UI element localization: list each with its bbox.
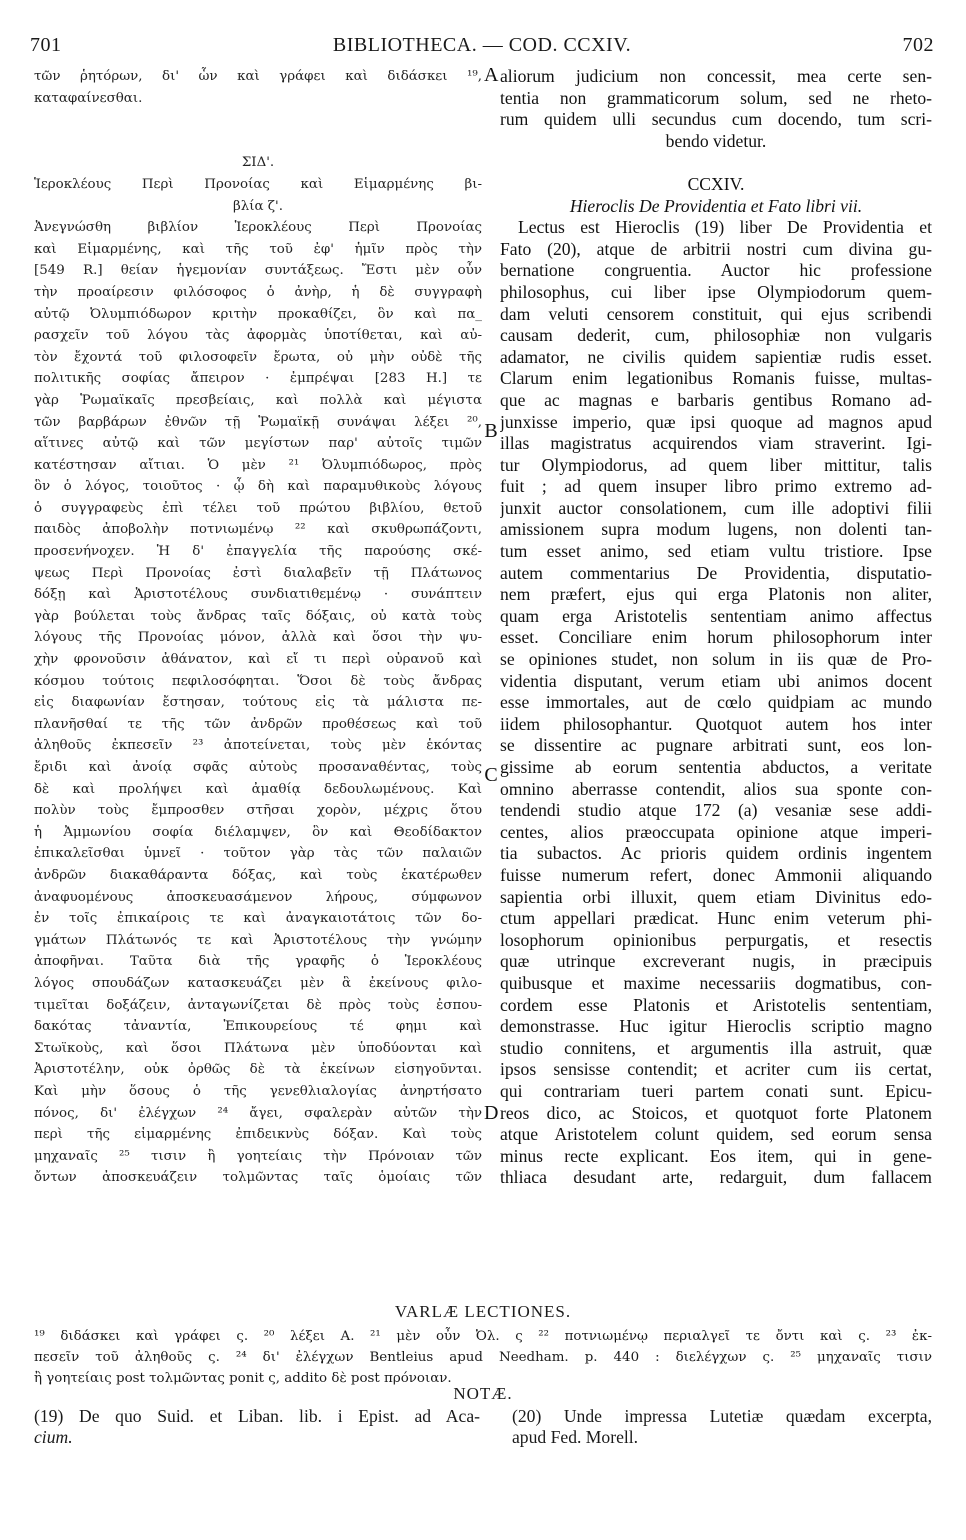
note-line: (19) De quo Suid. et Liban. lib. i Epist. ad Aca- [34,1406,480,1426]
section-marker-b: B [484,420,498,442]
latin-line: dam veluti censorem constituit, qui ejus scribendi [500,303,932,324]
greek-line: αὐτῷ Ὀλυμπιόδωρον κριτὴν προκαθίζει, ὃν καὶ πα_ [34,306,482,322]
greek-line: ἐν τοῖς ἐπικαίροις τε καὶ ἀναγκαιοτάτοις τῶν δο- [34,911,482,927]
latin-line: Lectus est Hieroclis (19) liber De Providentia et [518,217,932,238]
greek-line: καταφαίνεσθαι. [34,90,143,106]
variae-lectiones-title: VARLÆ LECTIONES. [394,1302,572,1321]
latin-line: junxisse imperio, quæ ipsi quoque ad magnos apud [500,411,932,432]
greek-line: ἡ Ἀμμωνίου σοφία διέλαμψεν, ὃν καὶ Θεοδίδακτον [34,824,482,840]
greek-line: λόγους τῆς Προνοίας μόνον, ἀλλὰ καὶ ὅσοι τὴν ψυ- [34,630,482,646]
greek-line: παιδὸς ἀποβολὴν ποτνιωμένῳ ²² καὶ σκυθρωπάζοντι, [34,522,482,538]
latin-line: causam dederit, cum, philosophiæ non vulgaris [500,325,932,346]
greek-line: ἐπικαλεῖσθαι ὑμνεῖ · τοῦτον γὰρ τὰς τῶν παλαιῶν [34,846,482,862]
greek-line: κατέστησαν αἴτιαι. Ὁ μὲν ²¹ Ὀλυμπιόδωρος, πρὸς [34,457,482,473]
greek-line: ψεως Περὶ Προνοίας ἐστὶ διαλαβεῖν τῇ Πλάτωνος [34,565,482,581]
greek-line: μηχαναῖς ²⁵ τισιν ἢ γοητείαις τὴν Πρόνοιαν τῶν [34,1148,482,1164]
chapter-number-greek: ΣΙΔ'. [241,155,275,171]
latin-line: quibusque et maxime necessariis dogmatibus, con- [500,972,932,993]
latin-line: esset. Conciliare enim horum philosophorum inter [500,627,932,648]
running-header [30,34,934,60]
greek-line [34,109,482,131]
note-19 [34,1406,480,1448]
greek-line: Στωϊκοὺς, καὶ ὅσοι Πλάτωνα μὲν ὑποδύονται καὶ [34,1040,482,1056]
latin-chapter-title: Hieroclis De Providentia et Fato libri vii. [569,195,863,216]
latin-line: rum quidem ulli secundus cum docendo, tum scri- [500,109,932,130]
latin-line: tentia non grammaticorum solum, sed ne rheto- [500,87,932,108]
greek-line: ἀληθοῦς ἐκπεσεῖν ²³ ἀποτείνεται, τοὺς μὲν ἑκόντας [34,738,482,754]
variant-line: ¹⁹ διδάσκει καὶ γράφει ς. ²⁰ λέξει A. ²¹ μὲν οὖν Ὀλ. ς ²² ποτνιωμένῳ περιαλγεῖ τε ὄντι καὶ ς. ²³ ἐκ- [34,1329,932,1344]
greek-line: προσενήνοχεν. Ἡ δ' ἐπαγγελία τῆς παρούσης σκέ- [34,544,482,560]
greek-line: τὴν προαίρεσιν φιλόσοφος ὁ ἀνὴρ, ἡ δὲ συγγραφὴ [34,284,482,300]
greek-line: ἀποφῆναι. Ταῦτα διὰ τῆς γραφῆς ὁ Ἱεροκλέους [34,954,482,970]
latin-line: philosophus, cui liber ipse Olympiodorum quem- [500,281,932,302]
latin-line: reos dico, ac Stoicos, et quotquot forte Platonem [500,1102,932,1123]
variant-line: ἢ γοητείαις post τολμῶντας ponit ς, addito δὲ post πρόνοιαν. [34,1371,452,1386]
greek-line: ἀναφυομένους ἀποσκευασάμενον λήρους, σύμφωνον [34,889,482,905]
greek-line: γμάτων Πλάτωνός τε καὶ Ἀριστοτέλους τὴν γνώμην [34,932,482,948]
greek-chapter-title: βλία ζ'. [233,198,283,214]
section-marker-d: D [484,1102,499,1124]
greek-line: ἀνδρῶν διακαθάραντα δόξας, καὶ τοὺς ἑκατέρωθεν [34,867,482,883]
latin-line: fuisse numerum refert, donec Ammonii aliquando [500,864,932,885]
greek-line: περὶ τῆς εἱμαρμένης ἐπιδεικνὺς δόξαν. Καὶ τοὺς [34,1127,482,1143]
greek-line: Καὶ μὴν ὅσους ὁ τῆς γενεθλιαλογίας ἀνηρτήσατο [34,1083,482,1099]
latin-line: se opiniones studet, non solum in iis quæ de Pro- [500,649,932,670]
greek-line: λόγος σπουδάζων κατασκευάζει μὲν ἃ ἐκείνους φιλο- [34,975,482,991]
greek-chapter-title: Ἱεροκλέους Περὶ Προνοίας καὶ Εἱμαρμένης βι- [34,176,482,192]
latin-line: quæ utrinque excreverant nugis, in præcipuis [500,951,932,972]
greek-line: ἔριδι καὶ ἀνοίᾳ σφᾶς αὐτοὺς προσαναθέντας, τοὺς [34,760,482,775]
latin-line [500,152,932,174]
latin-line: junxit auctor consolationem, cum ille adoptivi filii [500,497,932,518]
latin-line: autem commentarius De Providentia, disputatio- [500,562,932,583]
page-number-right: 702 [902,34,934,56]
variae-lectiones [34,1326,932,1389]
note-line: apud Fed. Morell. [512,1427,639,1447]
greek-line: τιμεῖται δοξάζειν, ἀνταγωνίζεται δὲ πρὸς τοὺς ἐσπου- [34,997,482,1013]
note-20 [512,1406,932,1448]
latin-line: tum esset animo, sed etiam vultu tristiore. Ipse [500,541,932,562]
greek-line: ρασχεῖν τοῦ λόγου τὰς ἀφορμὰς ὑποτίθεται, καὶ αὐ- [34,328,482,344]
note-line: (20) Unde impressa Lutetiæ quædam excerpta, [512,1406,932,1426]
greek-line [34,131,482,153]
latin-line: cordem esse Platonis et Aristotelis sententiam, [500,994,932,1015]
greek-line: χὴν φρονοῦσιν ἀθάνατον, καὶ εἴ τι περὶ οὐρανοῦ καὶ [34,652,482,668]
latin-line: minus recte explicant. Eos item, qui in gene- [500,1145,932,1166]
greek-line: πλανῆσθαί τε τῆς τῶν ἀνδρῶν προθέσεως καὶ τοῦ [34,716,482,732]
greek-line: γὰρ Ῥωμαϊκαῖς πρεσβείαις, καὶ πολλὰ καὶ μέγιστα [34,392,482,408]
greek-line: [549 R.] θείαν ἡγεμονίαν συντάξεως. Ἔστι μὲν οὖν [34,263,482,279]
latin-line: bendo videtur. [665,130,767,151]
greek-line: γὰρ βούλεται τοὺς ἄνδρας ταῖς δόξαις, οὐ κατὰ τοὺς [34,608,482,624]
latin-line: quam erga Aristotelis sententiam animo affectus [500,605,932,626]
latin-line: illas magistratus acquirendos viam straverint. Igi- [500,433,932,454]
latin-line: iidem philosophantur. Quotquot autem hos inter [500,713,932,734]
greek-line: πολὺν τοὺς ἔμπροσθεν στῆσαι χορὸν, μέχρις ὅτου [34,803,482,819]
greek-line: τὸν ἔχοντά τοῦ φιλοσοφεῖν ἔρωτα, οὐ μὴν οὐδὲ τῆς [34,349,482,365]
greek-line: πόνος, δι' ἐλέγχων ²⁴ ἄγει, σφαλερὰν αὐτῶν τὴν [34,1105,482,1121]
note-line: cium. [34,1427,73,1447]
latin-line: Fato (20), atque de arbitrii nostri cum divina gu- [500,238,932,259]
latin-line: tendendi studio atque 172 (a) vesaniæ sese addi- [500,800,932,821]
latin-line: aliorum judicium non concessit, mea certe sen- [500,66,932,86]
latin-line: videntia disputant, verum etiam ubi animos docent [500,670,932,691]
greek-line: Ἀνεγνώσθη βιβλίον Ἱεροκλέους Περὶ Προνοίας [34,220,482,236]
latin-line: demonstrasse. Huc igitur Hieroclis scriptio magno [500,1016,932,1037]
latin-line: thliaca desudant arte, redarguit, dum fallacem [500,1167,932,1188]
running-title: BIBLIOTHECA. — COD. CCXIV. [332,34,632,56]
greek-line: ὃν ὁ λόγος, τοιοῦτος · ᾧ δὴ καὶ παραμυθικοὺς λόγους [34,479,482,495]
chapter-number-latin: CCXIV. [687,173,745,194]
latin-line: adamator, ne civilis quidem sapientiæ rudis esset. [500,346,932,367]
greek-column [34,66,482,1189]
latin-line: losophorum opinionibus perpurgatis, et resectis [500,929,932,950]
latin-line: ipsos sensisse contendit; et acriter cum iis certat, [500,1059,932,1080]
greek-line: αἵτινες αὐτῷ καὶ τῶν μεγίστων παρ' αὐτοῖς τιμῶν [34,436,482,452]
page-number-left: 701 [30,34,62,56]
greek-line: Ἀριστοτέλην, οὐκ ὀρθῶς δὲ τὰ ἐκείνων εἰσηγοῦνται. [34,1062,482,1078]
latin-line: qui contrariam tueri partem conati sunt. Epicu- [500,1080,932,1101]
latin-line: que ac magnas e barbaris gentibus Romano ad- [500,389,932,410]
greek-line: ὁ συγγραφεὺς ἐπὶ τέλει τοῦ πρώτου βιβλίου, θετοῦ [34,500,482,516]
notae-title: NOTÆ. [453,1384,513,1403]
latin-line: se dissentire ac pugnare arbitrati sunt, eos lon- [500,735,932,756]
greek-line: εἰς διαφωνίαν ἔστησαν, τούτους εἰς τὰ μάλιστα πε- [34,695,482,711]
section-marker-a: A [484,64,499,86]
latin-line: nem præfert, ejus qui erga Platonis non aliter, [500,584,932,605]
latin-line: ctum appellari prædicat. Hunc enim veterum phi- [500,908,932,929]
latin-line: esse immortales, aut de cœlo quidpiam ac mundo [500,692,932,713]
latin-line: studio connitens, et argumentis illa astruit, quæ [500,1037,932,1058]
latin-line: gissime ab eorum sententia abductos, a veritate [500,757,932,777]
greek-line: κόσμου τούτοις πεφιλοσόφηται. Ὅσοι δὲ τοὺς ἄνδρας [34,673,482,689]
greek-line: δόξῃ καὶ Ἀριστοτέλους συνδιατιθεμένῳ · συνάπτειν [34,587,482,603]
latin-line: bernatione congruentia. Auctor hic professione [500,260,932,281]
latin-line: sapientia orbi illuxit, quem etiam Divinitus edo- [500,886,932,907]
greek-line: πολιτικῆς σοφίας ἄπειρον · ἐμπρέψαι [283 H.] τε [34,371,482,387]
latin-line: omnino aberrasse contendit, alios sua sponte con- [500,778,932,799]
latin-line: atque Aristotelem colunt quidem, sed eorum sensa [500,1124,932,1145]
latin-column [500,66,932,1189]
variant-line: πεσεῖν τοῦ ἀληθοῦς ς. ²⁴ δι' ἐλέγχων Bentleius apud Needham. p. 440 : διελέγχων ς. ²⁵ μηχαναῖς τισιν [34,1350,932,1365]
latin-line: tur Olympiodorus, ad quem liber mittitur, talis [500,454,932,475]
latin-line: Clarum enim legationibus Romanis fuisse, multas- [500,368,932,389]
latin-line: fuit ; ad quem insuper libro primo extremo ad- [500,476,932,497]
section-marker-c: C [484,764,498,786]
greek-line: δὲ καὶ προλήψει καὶ ἀμαθίᾳ δεδουλωμένους. Καὶ [34,781,482,797]
latin-line: centes, alios præoccupata opinione atque imperi- [500,821,932,842]
greek-line: δακότας τἀναντία, Ἐπικουρείους τέ φημι καὶ [34,1019,482,1035]
latin-line: tia subactos. Ac prioris quidem ordinis ingentem [500,843,932,864]
greek-line: καὶ Εἱμαρμένης, καὶ τῆς τοῦ ἐφ' ἡμῖν πρὸς τὴν [34,241,482,257]
greek-line: τῶν βαρβάρων ἐθνῶν τῇ Ῥωμαϊκῇ συνάψαι λέξει ²⁰, [34,414,482,430]
greek-line: τῶν ῥητόρων, δι' ὧν καὶ γράφει καὶ διδάσκει ¹⁹, [34,69,482,84]
latin-line: amissionem supra modum lugens, non dolenti tan- [500,519,932,540]
greek-line: ὄντων ἀποσκευάζειν τολμῶντας ταῖς ὁμοίαις τῶν [34,1170,482,1186]
